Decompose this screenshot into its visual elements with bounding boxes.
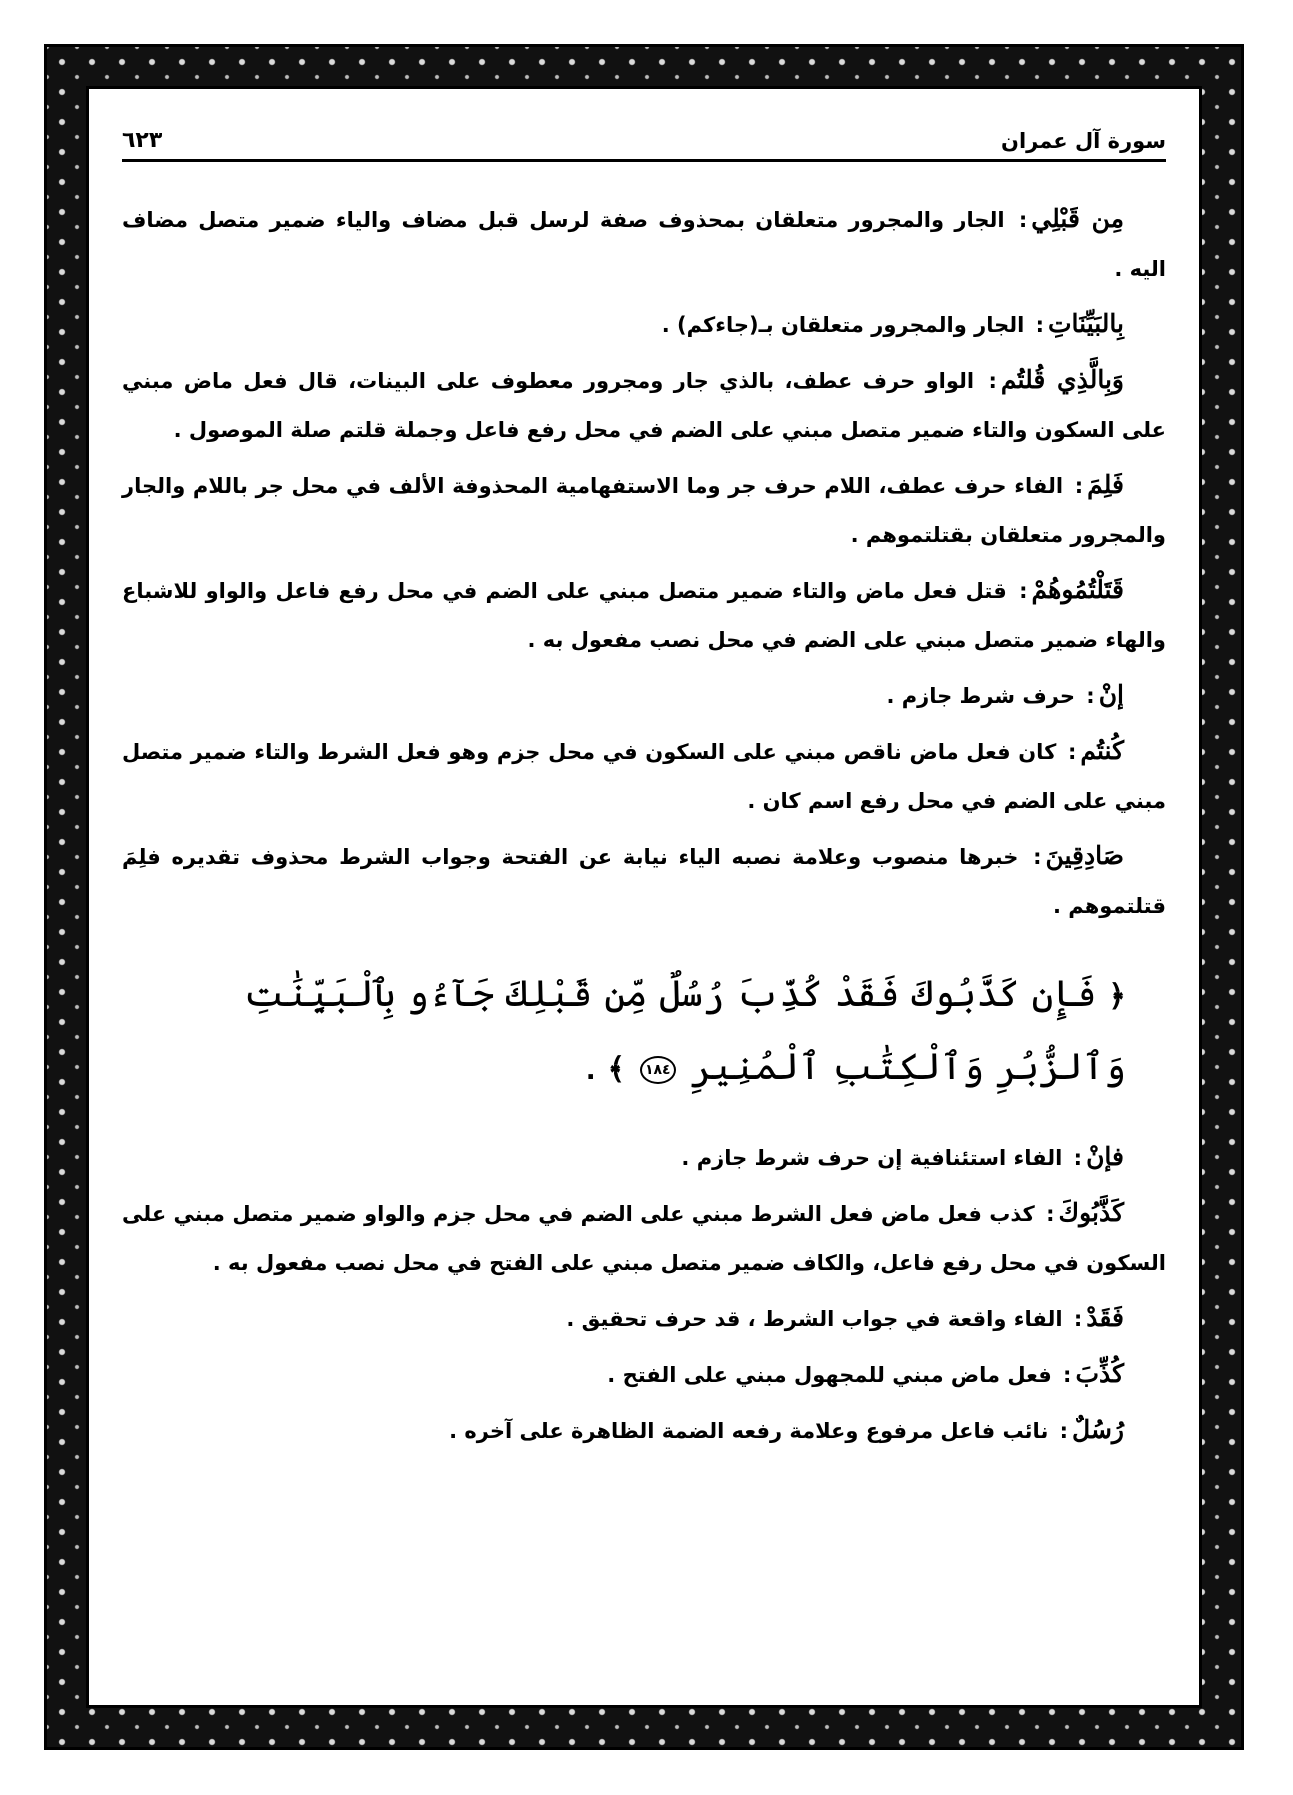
surah-title: سورة آل عمران [1001,129,1166,153]
verse-end-mark: . [585,1056,596,1086]
entry-term: فَقَدْ [1086,1303,1124,1332]
entry-term: بِالبَيِّنَاتِ [1048,309,1124,338]
entry: كَذَّبُوكَ: كذب فعل ماض فعل الشرط مبني على الضم في محل جزم والواو ضمير متصل مبني على السكون في محل رفع فاعل، والكاف ضمير متصل مبني على الفتح في محل نصب مفعول به . [122,1198,1166,1275]
entry-term: رُسُلٌ [1072,1415,1124,1444]
ayah-number-badge: ١٨٤ [640,1056,676,1084]
entry: كُذِّبَ: فعل ماض مبني للمجهول مبني على الفتح . [122,1349,1166,1400]
entry: فَلِمَ: الفاء حرف عطف، اللام حرف جر وما الاستفهامية المحذوفة الألف في محل جر باللام والجار والمجرور متعلقان بقتلتموهم . [122,470,1166,547]
entry-text: الجار والمجرور متعلقان بمحذوف صفة لرسل قبل مضاف والياء ضمير متصل مضاف اليه . [122,208,1166,281]
entry-term: فإنْ [1086,1142,1124,1171]
page-header [122,119,1166,162]
verse-text: فَإِن كَذَّبُوكَ فَقَدْ كُذِّبَ رُسُلٌ مِّن قَبْلِكَ جَآءُو بِٱلْبَيِّنَٰتِ وَٱلزُّبُرِ وَٱلْكِتَٰبِ ٱلْمُنِيرِ [243,972,1126,1088]
verse-open-bracket: ﴿ [1108,979,1126,1014]
entry: صَادِقِينَ: خبرها منصوب وعلامة نصبه الياء نيابة عن الفتحة وجواب الشرط محذوف تقديره فلِمَ قتلتموهم . [122,841,1166,918]
entry: قَتَلْتُمُوهُمْ: قتل فعل ماض والتاء ضمير متصل مبني على الضم في محل رفع فاعل والواو للاشباع والهاء ضمير متصل مبني على الضم في محل نصب مفعول به . [122,575,1166,652]
quran-verse [122,959,1166,1106]
entry: فَقَدْ: الفاء واقعة في جواب الشرط ، قد حرف تحقيق . [122,1293,1166,1344]
entry-term: كُنتُم [1080,736,1125,765]
entry-term: قَتَلْتُمُوهُمْ [1031,575,1125,604]
entry-text: حرف شرط جازم . [886,684,1075,708]
entry: بِالبَيِّنَاتِ: الجار والمجرور متعلقان بـ(جاءكم) . [122,299,1166,350]
entry-text: خبرها منصوب وعلامة نصبه الياء نيابة عن الفتحة وجواب الشرط محذوف تقديره فلِمَ قتلتموهم . [122,845,1166,918]
entry-text: الواو حرف عطف، بالذي جار ومجرور معطوف على البينات، قال فعل ماض مبني على السكون والتاء ضمير متصل مبني على الضم في محل رفع فاعل وجملة قلتم صلة الموصول . [122,369,1166,442]
entry: مِن قَبْلِي: الجار والمجرور متعلقان بمحذوف صفة لرسل قبل مضاف والياء ضمير متصل مضاف اليه . [122,204,1166,281]
entry-text: نائب فاعل مرفوع وعلامة رفعه الضمة الظاهرة على آخره . [449,1419,1049,1443]
entry-term: فَلِمَ [1087,470,1125,499]
entry-text: كان فعل ماض ناقص مبني على السكون في محل جزم وهو فعل الشرط والتاء ضمير متصل مبني على الضم في محل رفع اسم كان . [122,740,1166,813]
entries-top [122,194,1166,931]
entry-term: إنْ [1098,680,1124,709]
page [89,89,1199,1705]
entry: وَبِالَّذِي قُلتُم: الواو حرف عطف، بالذي جار ومجرور معطوف على البينات، قال فعل ماض مبني على السكون والتاء ضمير متصل مبني على الضم في محل رفع فاعل وجملة قلتم صلة الموصول . [122,365,1166,442]
page-content [122,194,1166,1461]
entry-term: كُذِّبَ [1075,1359,1124,1388]
entry-term: كَذَّبُوكَ [1058,1198,1125,1227]
page-number: ٦٢٣ [122,128,163,153]
entry-term: وَبِالَّذِي قُلتُم [1000,365,1124,394]
entry-text: فعل ماض مبني للمجهول مبني على الفتح . [607,1363,1052,1387]
entry: رُسُلٌ: نائب فاعل مرفوع وعلامة رفعه الضمة الظاهرة على آخره . [122,1405,1166,1456]
entry-text: الجار والمجرور متعلقان بـ(جاءكم) . [661,313,1025,337]
entry-term: مِن قَبْلِي [1031,204,1125,233]
entry-text: كذب فعل ماض فعل الشرط مبني على الضم في محل جزم والواو ضمير متصل مبني على السكون في محل رفع فاعل، والكاف ضمير متصل مبني على الفتح في محل نصب مفعول به . [122,1202,1166,1275]
entry: كُنتُم: كان فعل ماض ناقص مبني على السكون في محل جزم وهو فعل الشرط والتاء ضمير متصل مبني على الضم في محل رفع اسم كان . [122,736,1166,813]
entry-text: الفاء استئنافية إن حرف شرط جازم . [681,1146,1063,1170]
entry: إنْ: حرف شرط جازم . [122,670,1166,721]
entry-text: الفاء واقعة في جواب الشرط ، قد حرف تحقيق . [566,1307,1063,1331]
entry-term: صَادِقِينَ [1045,841,1124,870]
entry-text: الفاء حرف عطف، اللام حرف جر وما الاستفهامية المحذوفة الألف في محل جر باللام والجار والمجرور متعلقان بقتلتموهم . [122,474,1166,547]
entry-text: قتل فعل ماض والتاء ضمير متصل مبني على الضم في محل رفع فاعل والواو للاشباع والهاء ضمير متصل مبني على الضم في محل نصب مفعول به . [122,579,1166,652]
verse-close-bracket: ﴾ [607,1052,626,1087]
entries-bottom [122,1132,1166,1456]
entry: فإنْ: الفاء استئنافية إن حرف شرط جازم . [122,1132,1166,1183]
